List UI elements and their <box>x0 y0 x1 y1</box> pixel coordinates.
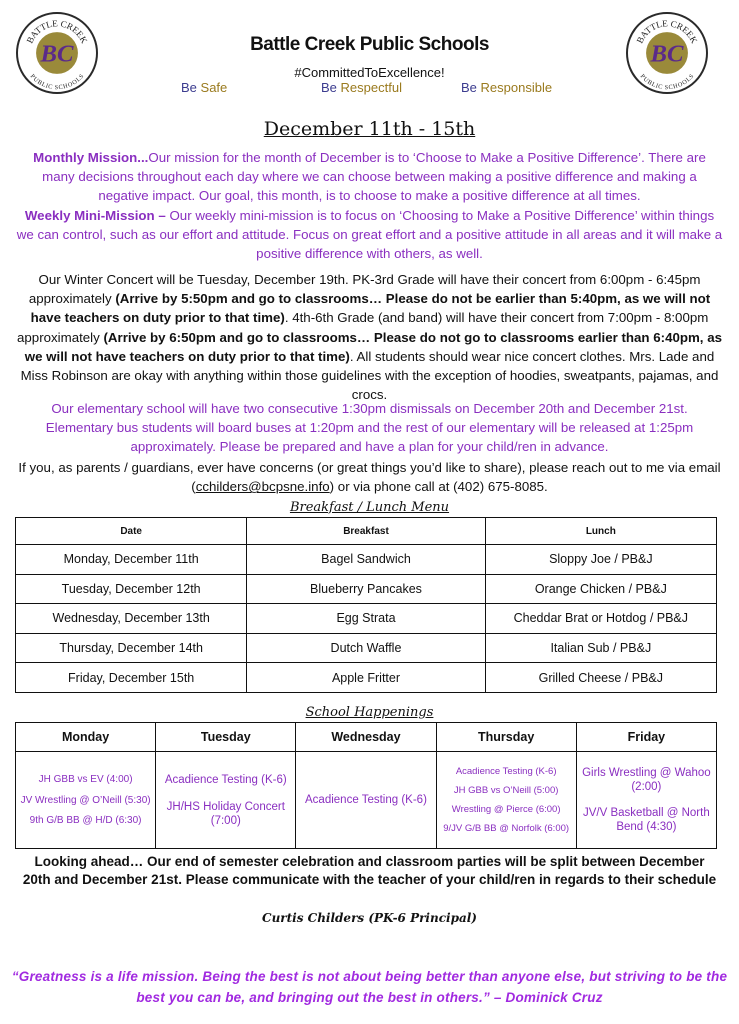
event-item: JV/V Basketball @ North Bend (4:30) <box>583 807 710 833</box>
table-row <box>16 633 717 663</box>
principal-signature: Curtis Childers (PK-6 Principal) <box>262 911 477 925</box>
concert-text: Our Winter Concert will be Tuesday, December 19th. PK-3rd Grade will have their concert from 6:00pm - 6:45pm approximately <box>28 272 701 307</box>
weekly-mission-text: Our weekly mini-mission is to focus on ‘Choosing to Make a Positive Difference’ within things we can control, such as our effort and attitude. Focus on great effort and a positive attitude in all areas and it will make a positive difference with others, as well. <box>16 207 723 262</box>
menu-date-cell: Monday, December 11th <box>16 545 247 575</box>
table-row <box>16 604 717 634</box>
happenings-title: School Happenings <box>305 705 434 720</box>
menu-date-cell: Thursday, December 14th <box>16 633 247 663</box>
day-events-cell <box>576 752 716 849</box>
event-item: Acadience Testing (K-6) <box>164 773 287 786</box>
menu-col-lunch: Lunch <box>485 518 716 545</box>
day-header: Thursday <box>436 723 576 752</box>
event-item: Acadience Testing (K-6) <box>305 794 427 806</box>
event-item: 9/JV G/B BB @ Norfolk (6:00) <box>443 822 570 834</box>
motto-word: Respectful <box>340 80 402 95</box>
mission-paragraph <box>16 148 723 263</box>
menu-col-date: Date <box>16 518 247 545</box>
motto-responsible <box>461 80 552 95</box>
school-name: Battle Creek Public Schools <box>250 34 489 55</box>
day-events-cell <box>16 752 156 849</box>
event-item: Girls Wrestling @ Wahoo (2:00) <box>582 767 711 793</box>
menu-lunch-cell: Italian Sub / PB&J <box>485 633 716 663</box>
day-header: Monday <box>16 723 156 752</box>
looking-ahead-note: Looking ahead… Our end of semester celebration and classroom parties will be split between December 20th and December 21st. Please communicate with the teacher of your child/ren in regards to their schedule <box>22 854 717 887</box>
menu-lunch-cell: Cheddar Brat or Hotdog / PB&J <box>485 604 716 634</box>
menu-breakfast-cell: Dutch Waffle <box>247 633 485 663</box>
weekly-mission-label: Weekly Mini-Mission – <box>24 207 170 223</box>
inspirational-quote: “Greatness is a life mission. Being the best is not about being better than anyone else, but striving to be the best you can be, and bringing out the best in others.” – Dominick Cruz <box>11 969 728 1005</box>
happenings-events-row <box>16 752 717 849</box>
concert-arrival-note: (Arrive by 5:50pm and go to classrooms… Please do not be earlier than 5:40pm, as we will not have teachers on duty prior to that time) <box>30 291 711 326</box>
concert-arrival-note: (Arrive by 6:50pm and go to classrooms… Please do not go to classrooms earlier than 6:40pm, as we will not have teachers on duty prior to that time) <box>24 329 722 364</box>
menu-lunch-cell: Sloppy Joe / PB&J <box>485 545 716 575</box>
menu-lunch-cell: Orange Chicken / PB&J <box>485 574 716 604</box>
monthly-mission-label: Monthly Mission... <box>33 150 149 165</box>
logo-bottom-text: PUBLIC SCHOOLS <box>638 72 696 92</box>
menu-breakfast-cell: Apple Fritter <box>247 663 485 693</box>
logo-top-text: BATTLE CREEK <box>24 18 90 45</box>
contact-email-link[interactable]: cchilders@bcpsne.info <box>195 479 330 495</box>
event-item: Wrestling @ Pierce (6:00) <box>451 803 561 815</box>
week-date-heading: December 11th - 15th <box>263 118 476 140</box>
menu-header-row <box>16 518 717 545</box>
logo-initials: BC <box>40 40 74 68</box>
menu-breakfast-cell: Blueberry Pancakes <box>247 574 485 604</box>
day-events-cell <box>296 752 436 849</box>
menu-col-breakfast: Breakfast <box>247 518 485 545</box>
motto-respectful <box>321 80 402 95</box>
day-header: Tuesday <box>156 723 296 752</box>
menu-date-cell: Friday, December 15th <box>16 663 247 693</box>
dismissal-paragraph: Our elementary school will have two consecutive 1:30pm dismissals on December 20th and December 21st. Elementary bus students will board buses at 1:20pm and the rest of our elementary will be released at 1:25pm approximately. Please be prepared and have a plan for your child/ren in advance. <box>45 401 694 455</box>
day-events-cell <box>436 752 576 849</box>
hashtag: #CommittedToExcellence! <box>294 65 445 80</box>
table-row <box>16 574 717 604</box>
menu-breakfast-cell: Bagel Sandwich <box>247 545 485 575</box>
motto-be: Be <box>181 80 197 95</box>
table-row <box>16 545 717 575</box>
menu-breakfast-cell: Egg Strata <box>247 604 485 634</box>
logo-initials: BC <box>650 40 684 68</box>
concert-text: . All students should wear nice concert clothes. Mrs. Lade and Miss Robinson are okay with anything within those guidelines with the exception of hoodies, sweatpants, pajamas, and crocs. <box>20 348 719 403</box>
logo-top-text: BATTLE CREEK <box>634 18 700 45</box>
happenings-header-row <box>16 723 717 752</box>
happenings-table <box>15 722 717 849</box>
menu-title: Breakfast / Lunch Menu <box>289 500 450 515</box>
event-item: JH GBB vs O’Neill (5:00) <box>453 784 559 796</box>
contact-text: If you, as parents / guardians, ever have concerns (or great things you’d like to share), please reach out to me via email ( <box>18 460 721 495</box>
concert-text: . 4th-6th Grade (and band) will have their concert from 7:00pm - 8:00pm approximately <box>17 310 709 345</box>
menu-date-cell: Wednesday, December 13th <box>16 604 247 634</box>
motto-word: Responsible <box>480 80 553 95</box>
contact-text: ) or via phone call at (402) 675-8085. <box>329 479 548 495</box>
concert-paragraph <box>16 270 723 404</box>
motto-be: Be <box>321 80 337 95</box>
menu-table <box>15 517 717 693</box>
menu-lunch-cell: Grilled Cheese / PB&J <box>485 663 716 693</box>
day-events-cell <box>156 752 296 849</box>
motto-word: Safe <box>200 80 228 95</box>
event-item: JV Wrestling @ O’Neill (5:30) <box>20 795 151 806</box>
event-item: JH/HS Holiday Concert (7:00) <box>166 800 285 827</box>
menu-date-cell: Tuesday, December 12th <box>16 574 247 604</box>
event-item: Acadience Testing (K-6) <box>455 765 557 777</box>
event-item: JH GBB vs EV (4:00) <box>38 774 133 785</box>
event-item: 9th G/B BB @ H/D (6:30) <box>29 815 142 826</box>
table-row <box>16 663 717 693</box>
motto-safe <box>181 80 227 95</box>
logo-bottom-text: PUBLIC SCHOOLS <box>28 72 86 92</box>
motto-be: Be <box>461 80 477 95</box>
contact-paragraph <box>16 458 723 496</box>
monthly-mission-text: Our mission for the month of December is to ‘Choose to Make a Positive Difference’. There are many decisions throughout each day where we can choose between making a positive difference and making a negative impact. Our goal, this month, is to choose to make a positive difference at all times. <box>42 150 706 204</box>
day-header: Friday <box>576 723 716 752</box>
day-header: Wednesday <box>296 723 436 752</box>
